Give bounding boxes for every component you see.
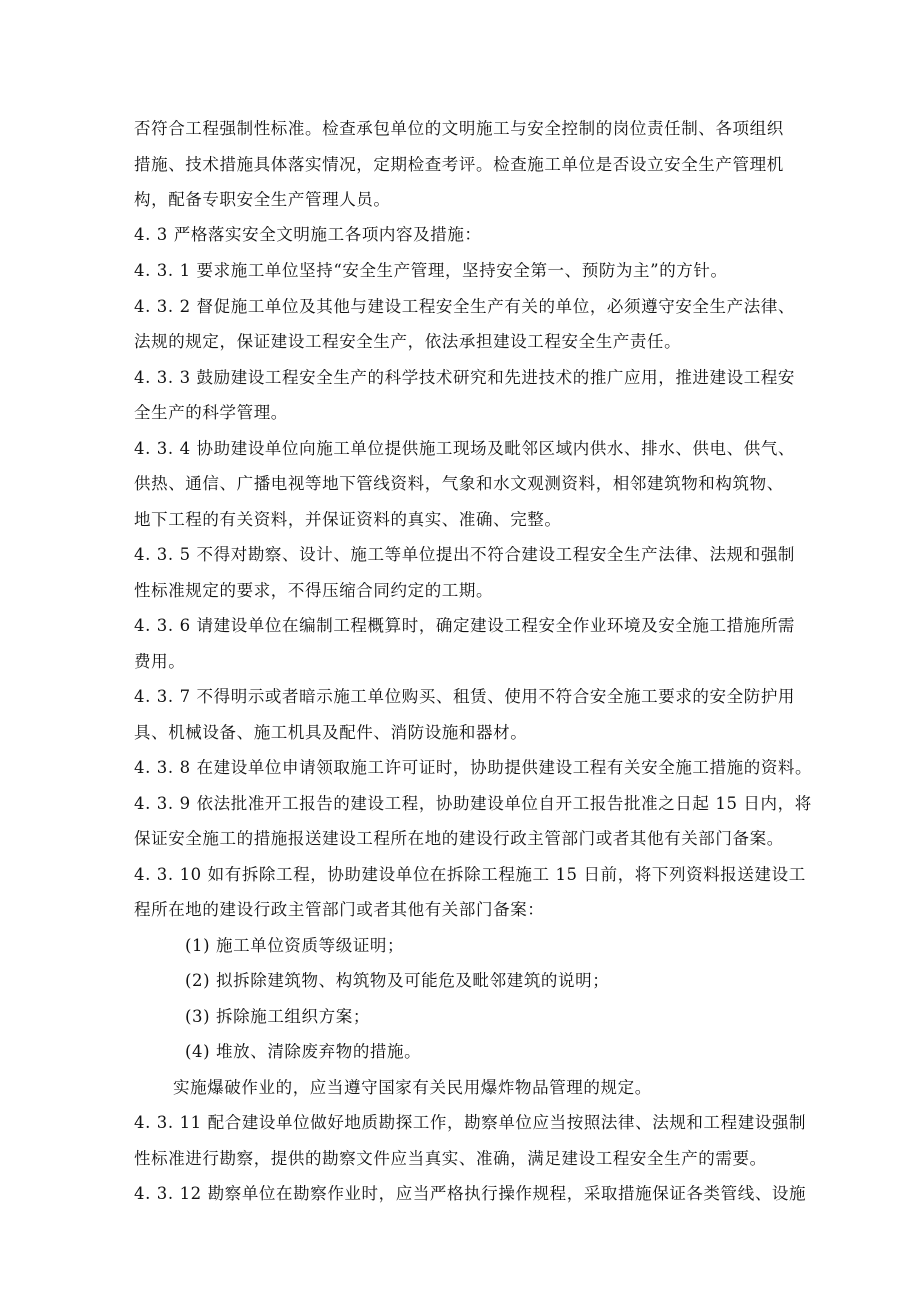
clause-4-3-10: 4. 3. 10 如有拆除工程，协助建设单位在拆除工程施工 15 日前，将下列资料报送建设工 <box>134 865 806 884</box>
text-line: 具、机械设备、施工机具及配件、消防设施和器材。 <box>134 723 528 742</box>
text-line: 全生产的科学管理。 <box>134 403 288 422</box>
section-heading: 4. 3 严格落实安全文明施工各项内容及措施： <box>134 225 482 244</box>
clause-4-3-8: 4. 3. 8 在建设单位申请领取施工许可证时，协助提供建设工程有关安全施工措施的资料。 <box>134 758 813 777</box>
clause-4-3-9: 4. 3. 9 依法批准开工报告的建设工程，协助建设单位自开工报告批准之日起 15 日内，将 <box>134 794 812 813</box>
list-item: (4) 堆放、清除废弃物的措施。 <box>185 1042 422 1061</box>
clause-4-3-3: 4. 3. 3 鼓励建设工程安全生产的科学技术研究和先进技术的推广应用，推进建设工程安 <box>134 368 796 387</box>
text-line: 性标准进行勘察，提供的勘察文件应当真实、准确，满足建设工程安全生产的需要。 <box>134 1149 767 1168</box>
clause-4-3-1: 4. 3. 1 要求施工单位坚持“安全生产管理，坚持安全第一、预防为主”的方针。 <box>134 261 728 280</box>
clause-4-3-12: 4. 3. 12 勘察单位在勘察作业时，应当严格执行操作规程，采取措施保证各类管线、设施 <box>134 1184 807 1203</box>
list-item: (3) 拆除施工组织方案； <box>185 1007 370 1026</box>
clause-4-3-5: 4. 3. 5 不得对勘察、设计、施工等单位提出不符合建设工程安全生产法律、法规和强制 <box>134 545 796 564</box>
clause-4-3-6: 4. 3. 6 请建设单位在编制工程概算时，确定建设工程安全作业环境及安全施工措施所需 <box>134 616 796 635</box>
text-line: 性标准规定的要求，不得压缩合同约定的工期。 <box>134 581 494 600</box>
text-line: 法规的规定，保证建设工程安全生产，依法承担建设工程安全生产责任。 <box>134 332 682 351</box>
text-line: 否符合工程强制性标准。检查承包单位的文明施工与安全控制的岗位责任制、各项组织 <box>134 119 784 138</box>
clause-4-3-11: 4. 3. 11 配合建设单位做好地质勘探工作，勘察单位应当按照法律、法规和工程建设强制 <box>134 1113 807 1132</box>
text-line: 保证安全施工的措施报送建设工程所在地的建设行政主管部门或者其他有关部门备案。 <box>134 829 784 848</box>
clause-4-3-4: 4. 3. 4 协助建设单位向施工单位提供施工现场及毗邻区域内供水、排水、供电、供气、 <box>134 439 796 458</box>
text-line: 地下工程的有关资料，并保证资料的真实、准确、完整。 <box>134 510 562 529</box>
text-line: 程所在地的建设行政主管部门或者其他有关部门备案： <box>134 900 545 919</box>
text-line: 供热、通信、广播电视等地下管线资料，气象和水文观测资料，相邻建筑物和构筑物、 <box>134 474 784 493</box>
text-line: 措施、技术措施具体落实情况，定期检查考评。检查施工单位是否设立安全生产管理机 <box>134 155 784 174</box>
clause-4-3-7: 4. 3. 7 不得明示或者暗示施工单位购买、租赁、使用不符合安全施工要求的安全防护用 <box>134 687 796 706</box>
text-line: 构，配备专职安全生产管理人员。 <box>134 190 391 209</box>
clause-4-3-2: 4. 3. 2 督促施工单位及其他与建设工程安全生产有关的单位，必须遵守安全生产法律、 <box>134 297 796 316</box>
text-line: 实施爆破作业的，应当遵守国家有关民用爆炸物品管理的规定。 <box>173 1078 652 1097</box>
text-line: 费用。 <box>134 652 186 671</box>
list-item: (1) 施工单位资质等级证明； <box>185 936 405 955</box>
list-item: (2) 拟拆除建筑物、构筑物及可能危及毗邻建筑的说明； <box>185 971 610 990</box>
